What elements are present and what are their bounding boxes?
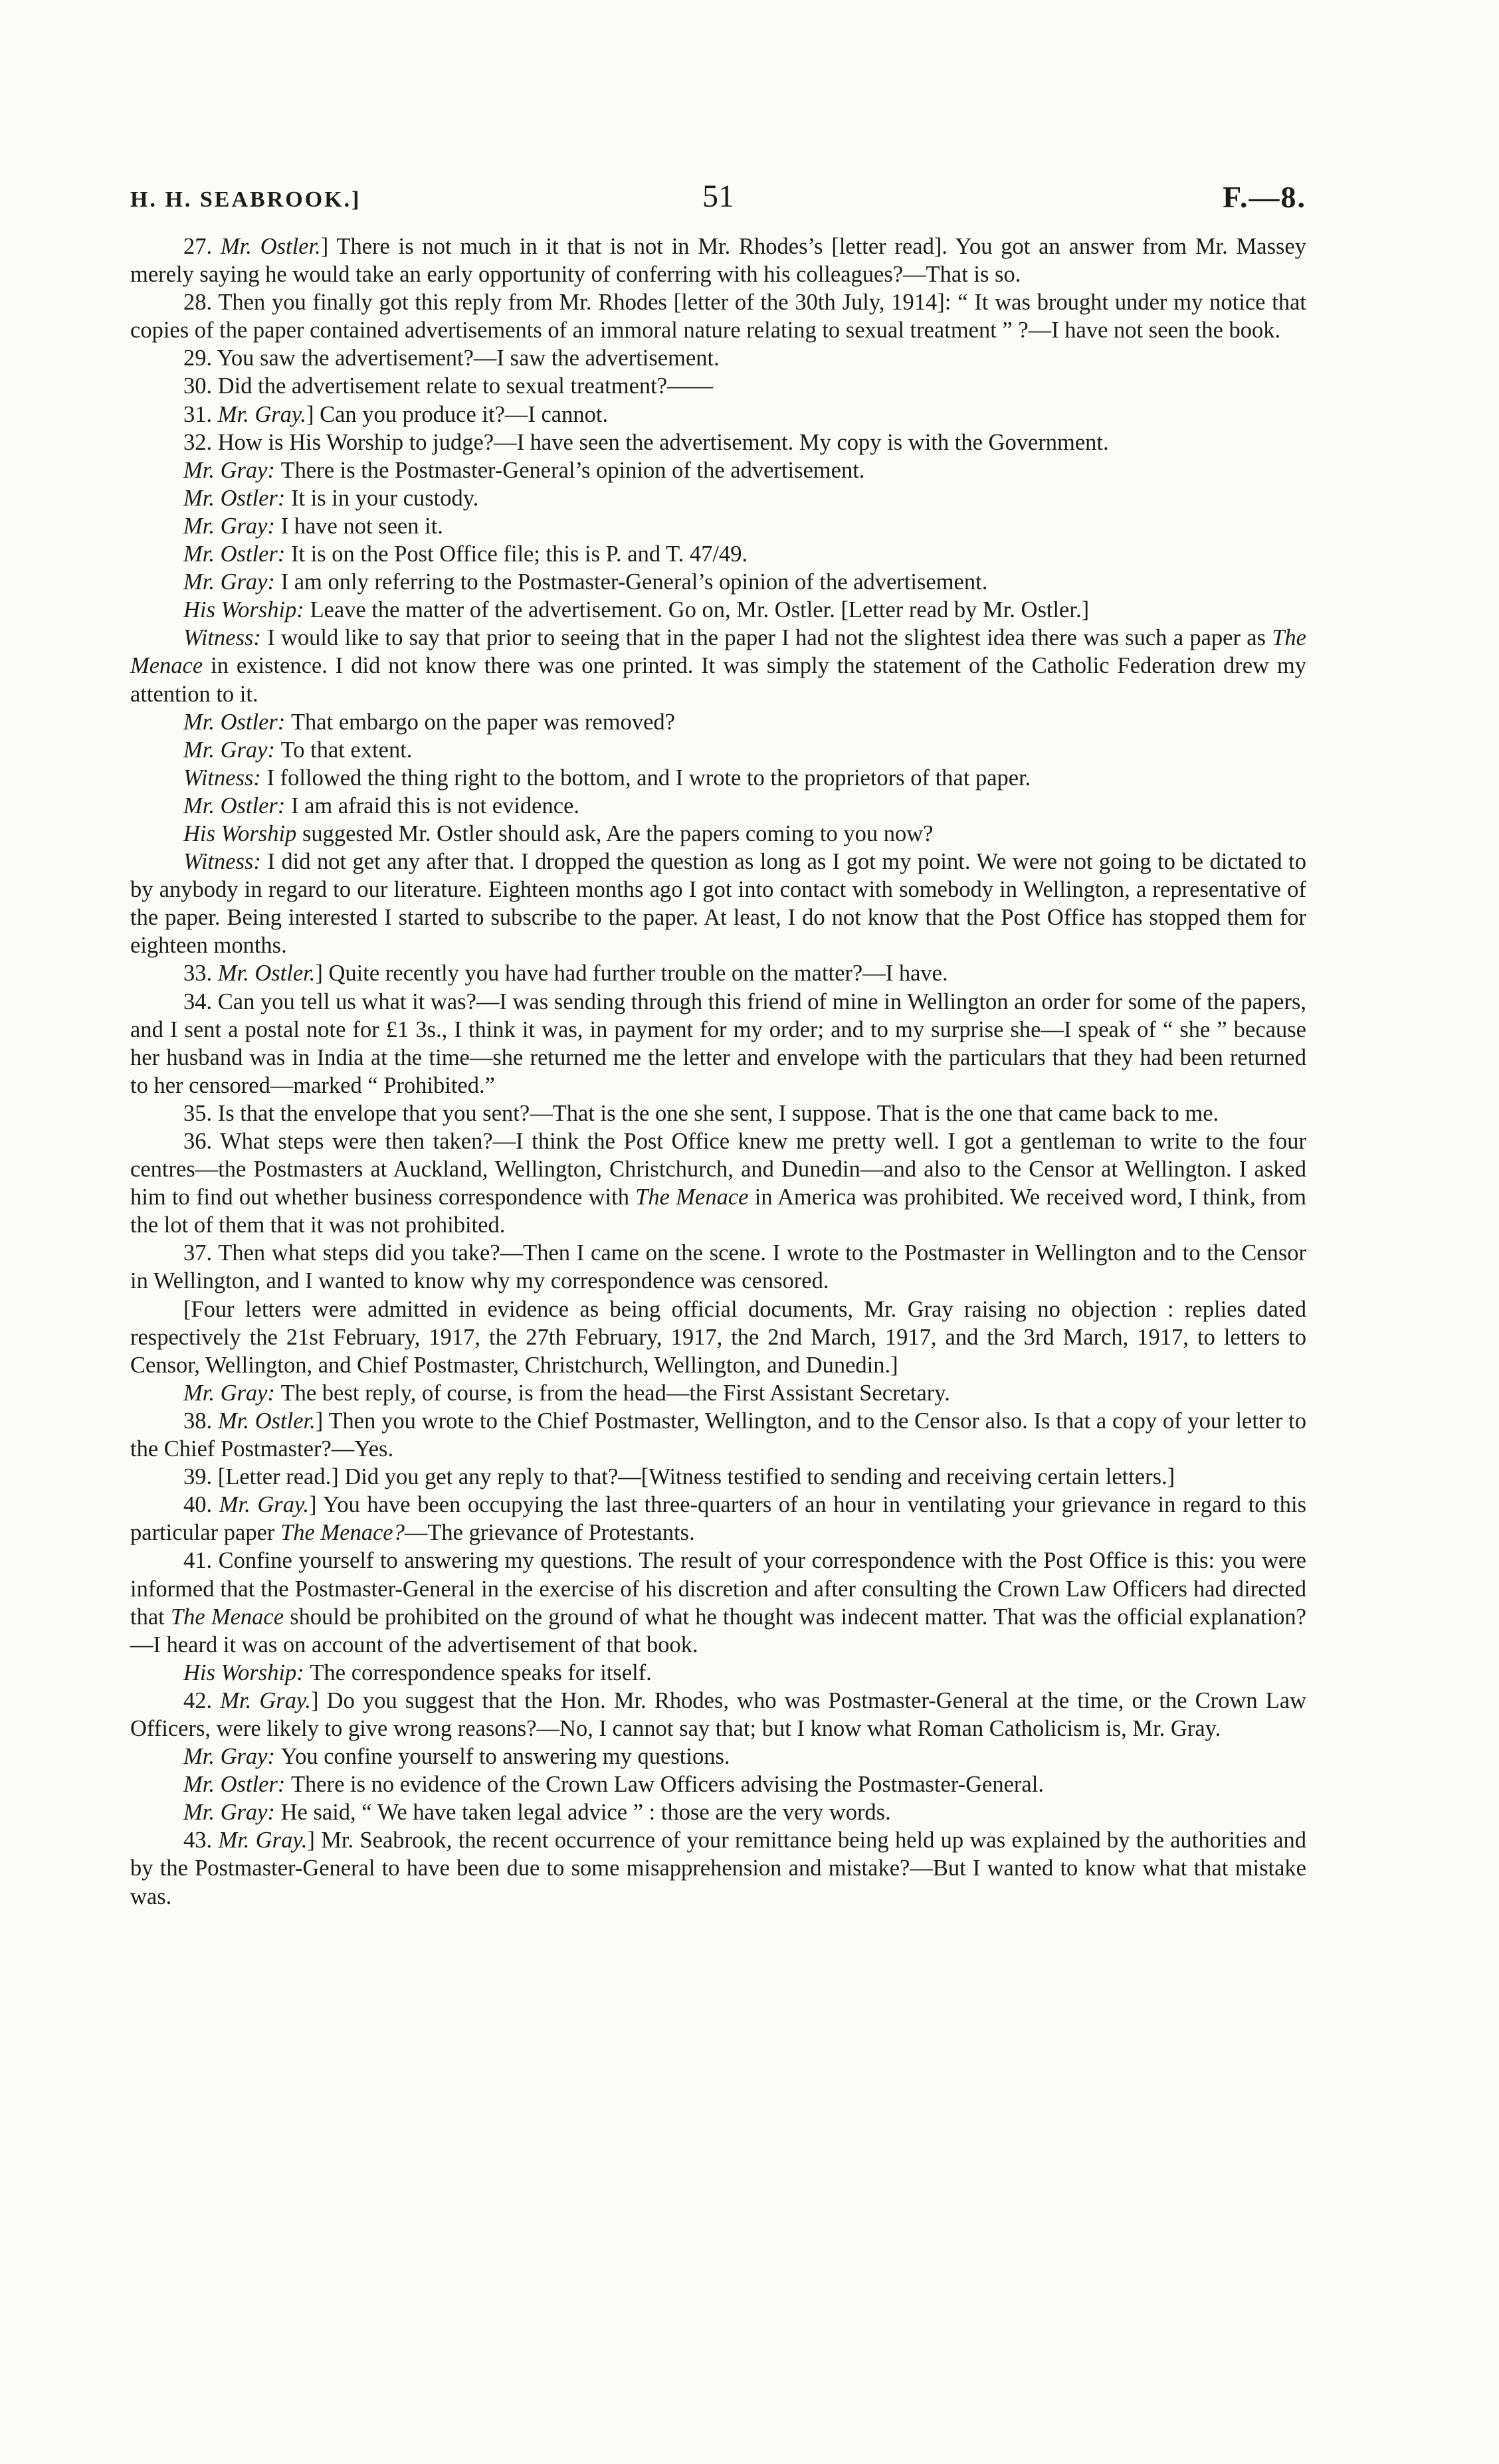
testimony-paragraph [130,288,1306,344]
paragraph-text: The correspondence speaks for itself. [310,1659,652,1685]
paragraph-text: I followed the thing right to the bottom, and I wrote to the proprietors of that paper. [266,765,1031,791]
paragraph-text: To that extent. [280,737,413,763]
paragraph-text: 38. [183,1408,218,1434]
italic-text: Mr. Ostler: [183,1772,291,1798]
header-paper-reference: F.—8. [1223,180,1306,214]
header-witness-name: H. H. SEABROOK.] [130,187,361,212]
paragraph-text: 33. [183,961,218,987]
paragraph-text: 35. Is that the envelope that you sent?—That is the one she sent, I suppose. That is the one that came back to me. [183,1100,1219,1126]
italic-text: Witness: [183,849,268,875]
paragraph-text: —The grievance of Protestants. [404,1520,695,1546]
italic-text: The Menace [130,625,1306,679]
italic-text: Mr. Ostler: [183,709,291,735]
paragraph-text: The best reply, of course, is from the head—the First Assistant Secretary. [280,1380,950,1406]
paragraph-text: 32. How is His Worship to judge?—I have seen the advertisement. My copy is with the Government. [183,429,1109,455]
italic-text: The Menace [170,1604,284,1630]
italic-text: Mr. Ostler: [183,541,291,567]
testimony-paragraph [130,1099,1306,1127]
paragraph-text: 43. [183,1828,219,1853]
testimony-paragraph [130,596,1306,624]
italic-text: Mr. Ostler. [217,1408,316,1434]
page-number: 51 [702,179,734,214]
paragraph-text: There is no evidence of the Crown Law Officers advising the Postmaster-General. [290,1772,1044,1798]
testimony-paragraph [130,372,1306,400]
testimony-paragraph [130,1379,1306,1407]
italic-text: Mr. Gray: [183,457,281,483]
testimony-paragraph [130,792,1306,820]
paragraph-text: ] Then you wrote to the Chief Postmaster, Wellington, and to the Censor also. Is that a copy of your letter to the Chief Postmaster?—Yes. [130,1408,1306,1462]
testimony-paragraph [130,568,1306,596]
paragraph-text: You confine yourself to answering my questions. [280,1744,730,1770]
paragraph-text: 31. [183,401,218,427]
italic-text: Mr. Ostler. [220,234,321,259]
page-header [130,178,1306,225]
testimony-paragraph [130,764,1306,792]
testimony-paragraph [130,1239,1306,1295]
paragraph-text: There is the Postmaster-General’s opinion of the advertisement. [280,457,865,483]
paragraph-text: suggested Mr. Ostler should ask, Are the papers coming to you now? [296,820,934,846]
paragraph-text: He said, “ We have taken legal advice ” : those are the very words. [280,1800,891,1826]
testimony-paragraph [130,1770,1306,1798]
testimony-paragraph [130,512,1306,540]
paragraph-text: ] Mr. Seabrook, the recent occurrence of your remittance being held up was explained by the authorities and by the Postmaster-General to have been due to some misapprehension and mistake?—But I wanted to know what that mistake was. [130,1828,1307,1909]
italic-text: Mr. Gray: [183,737,281,763]
italic-text: Mr. Gray: [183,1744,281,1770]
paragraph-text: I am afraid this is not evidence. [290,793,579,818]
italic-text: Mr. Ostler: [183,793,291,818]
paragraph-text: I am only referring to the Postmaster-General’s opinion of the advertisement. [280,569,988,595]
paragraph-text: 28. Then you finally got this reply from Mr. Rhodes [letter of the 30th July, 1914]: “ It was brought under my notice that copies of the paper contained advertisements of an immoral nature relating to sexual treatment ” ?—I have not seen the book. [130,290,1306,343]
italic-text: Mr. Ostler. [217,961,316,987]
paragraph-text: ] Quite recently you have had further trouble on the matter?—I have. [315,961,948,987]
paragraph-text: 30. Did the advertisement relate to sexual treatment?—— [183,373,714,399]
paragraph-text: That embargo on the paper was removed? [290,709,675,735]
italic-text: Mr. Gray. [220,1687,312,1713]
italic-text: Witness: [183,625,268,651]
paragraph-text: Leave the matter of the advertisement. Go on, Mr. Ostler. [Letter read by Mr. Ostler.] [310,597,1090,623]
paragraph-text: 37. Then what steps did you take?—Then I came on the scene. I wrote to the Postmaster in Wellington and to the Censor in Wellington, and I wanted to know why my correspondence was censored. [130,1240,1306,1294]
testimony-body [130,233,1306,1911]
testimony-paragraph [130,401,1306,428]
paragraph-text: I have not seen it. [280,513,443,539]
paragraph-text: I would like to say that prior to seeing that in the paper I had not the slightest idea there was such a paper as [267,625,1272,651]
italic-text: Witness: [183,765,267,791]
paragraph-text: ] There is not much in it that is not in Mr. Rhodes’s [letter read]. You got an answer from Mr. Massey merely saying he would take an early opportunity of conferring with his colleagues?—That is so. [130,234,1306,288]
paragraph-text: It is on the Post Office file; this is P. and T. 47/49. [290,541,748,567]
paragraph-text: 27. [183,234,221,259]
italic-text: Mr. Gray. [219,1492,309,1518]
testimony-paragraph [130,1798,1306,1826]
paragraph-text: in America was prohibited. We received word, I think, from the lot of them that it was not prohibited. [130,1185,1306,1238]
paragraph-text: 34. Can you tell us what it was?—I was sending through this friend of mine in Wellington an order for some of the papers, and I sent a postal note for £1 3s., I think it was, in payment for my order; and to my surprise she—I speak of “ she ” because her husband was in India at the time—she returned me the letter and envelope with the particulars that they had been returned to her censored—marked “ Prohibited.” [130,989,1306,1098]
testimony-paragraph [130,708,1306,736]
paragraph-text: in existence. I did not know there was one printed. It was simply the statement of the Catholic Federation drew my attention to it. [130,653,1306,707]
testimony-paragraph [130,456,1306,484]
testimony-paragraph [130,1295,1306,1379]
paragraph-text: 39. [Letter read.] Did you get any reply to that?—[Witness testified to sending and receiving certain letters.] [183,1464,1175,1490]
testimony-paragraph [130,484,1306,512]
italic-text: Mr. Gray: [183,1800,281,1826]
italic-text: Mr. Gray: [183,1380,281,1406]
italic-text: Mr. Gray: [183,513,281,539]
italic-text: Mr. Gray. [218,1828,308,1853]
paragraph-text: [Four letters were admitted in evidence as being official documents, Mr. Gray raising no objection : replies dated respectively the 21st February, 1917, the 27th February, 1917, the 2nd March, 1917, and the 3rd March, 1917, to letters to Censor, Wellington, and Chief Postmaster, Christchurch, Wellington, and Dunedin.] [130,1296,1306,1378]
paragraph-text: 29. You saw the advertisement?—I saw the advertisement. [183,345,720,371]
italic-text: His Worship: [183,1659,310,1685]
paragraph-text: I did not get any after that. I dropped the question as long as I got my point. We were not going to be dictated to by anybody in regard to our literature. Eighteen months ago I got into contact with somebody in Wellington, a representative of the paper. Being interested I started to subscribe to the paper. At least, I do not know that the Post Office has stopped them for eighteen months. [130,849,1306,959]
paragraph-text: ] Can you produce it?—I cannot. [306,401,609,427]
testimony-paragraph [130,1547,1306,1658]
testimony-paragraph [130,848,1306,959]
paragraph-text: ] Do you suggest that the Hon. Mr. Rhodes, who was Postmaster-General at the time, or the Crown Law Officers, were likely to give wrong reasons?—No, I cannot say that; but I know what Roman Catholicism is, Mr. Gray. [130,1687,1307,1741]
testimony-paragraph [130,1743,1306,1770]
testimony-paragraph [130,988,1306,1099]
testimony-paragraph [130,1127,1306,1239]
testimony-paragraph [130,1826,1306,1910]
paragraph-text: It is in your custody. [290,485,479,511]
testimony-paragraph [130,344,1306,372]
italic-text: Mr. Ostler: [183,485,291,511]
paragraph-text: should be prohibited on the ground of what he thought was indecent matter. That was the official explanation?—I heard it was on account of the advertisement of that book. [130,1604,1306,1658]
testimony-paragraph [130,540,1306,568]
italic-text: His Worship [183,820,297,846]
testimony-paragraph [130,428,1306,456]
testimony-paragraph [130,1463,1306,1491]
testimony-paragraph [130,820,1306,848]
paragraph-text: 41. Confine yourself to answering my questions. The result of your correspondence with the Post Office is this: you were informed that the Postmaster-General in the exercise of his discretion and after consulting the Crown Law Officers had directed that [130,1548,1306,1630]
italic-text: Mr. Gray. [217,401,306,427]
testimony-paragraph [130,959,1306,987]
testimony-paragraph [130,233,1306,288]
testimony-paragraph [130,1687,1306,1743]
testimony-paragraph [130,1407,1306,1463]
italic-text: His Worship: [183,597,310,623]
paragraph-text: 40. [183,1492,219,1518]
testimony-paragraph [130,624,1306,708]
testimony-paragraph [130,1491,1306,1547]
italic-text: Mr. Gray: [183,569,281,595]
italic-text: The Menace? [280,1520,405,1546]
italic-text: The Menace [635,1185,749,1210]
paragraph-text: 36. What steps were then taken?—I think the Post Office knew me pretty well. I got a gentleman to write to the four centres—the Postmasters at Auckland, Wellington, Christchurch, and Dunedin—and also to the Censor at Wellington. I asked him to find out whether business correspondence with [130,1129,1306,1210]
testimony-paragraph [130,736,1306,764]
testimony-paragraph [130,1659,1306,1687]
paragraph-text: 42. [183,1687,221,1713]
paragraph-text: ] You have been occupying the last three-quarters of an hour in ventilating your grievance in regard to this particular paper [130,1492,1307,1546]
